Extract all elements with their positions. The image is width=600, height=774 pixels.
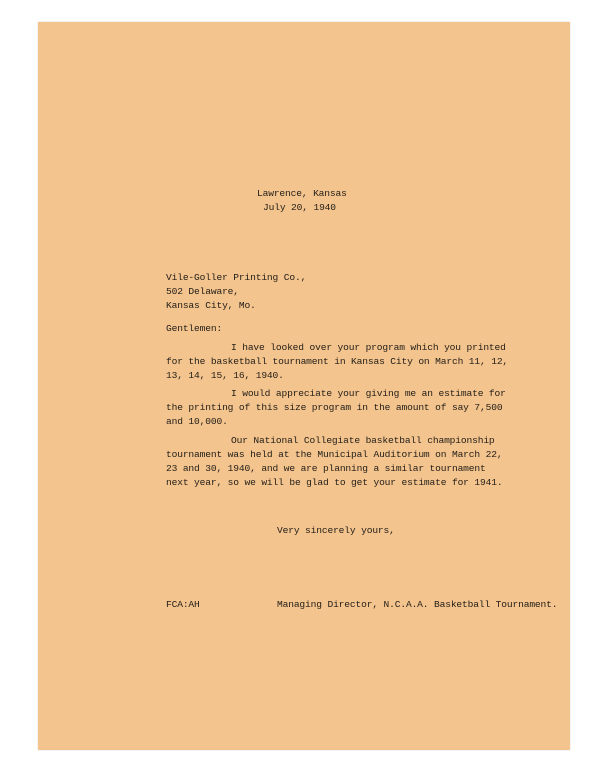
recipient-line: Vile-Goller Printing Co., (166, 272, 307, 283)
body-line: Our National Collegiate basketball championship (231, 435, 495, 446)
body-line: next year, so we will be glad to get your estimate for 1941. (166, 477, 503, 488)
place-line: Lawrence, Kansas (257, 188, 347, 199)
reference-initials: FCA:AH (166, 599, 200, 610)
body-line: tournament was held at the Municipal Auditorium on March 22, (166, 449, 503, 460)
closing: Very sincerely yours, (277, 525, 395, 536)
body-line: for the basketball tournament in Kansas City on March 11, 12, (166, 356, 509, 367)
body-line: 13, 14, 15, 16, 1940. (166, 370, 284, 381)
body-line: I would appreciate your giving me an estimate for (231, 388, 506, 399)
signature-title: Managing Director, N.C.A.A. Basketball Tournament. (277, 599, 558, 610)
recipient-line: Kansas City, Mo. (166, 300, 256, 311)
body-line: the printing of this size program in the amount of say 7,500 (166, 402, 503, 413)
recipient-line: 502 Delaware, (166, 286, 239, 297)
body-line: 23 and 30, 1940, and we are planning a similar tournament (166, 463, 486, 474)
body-line: I have looked over your program which you printed (231, 342, 506, 353)
date-line: July 20, 1940 (263, 202, 336, 213)
body-line: and 10,000. (166, 416, 228, 427)
salutation: Gentlemen: (166, 323, 223, 334)
